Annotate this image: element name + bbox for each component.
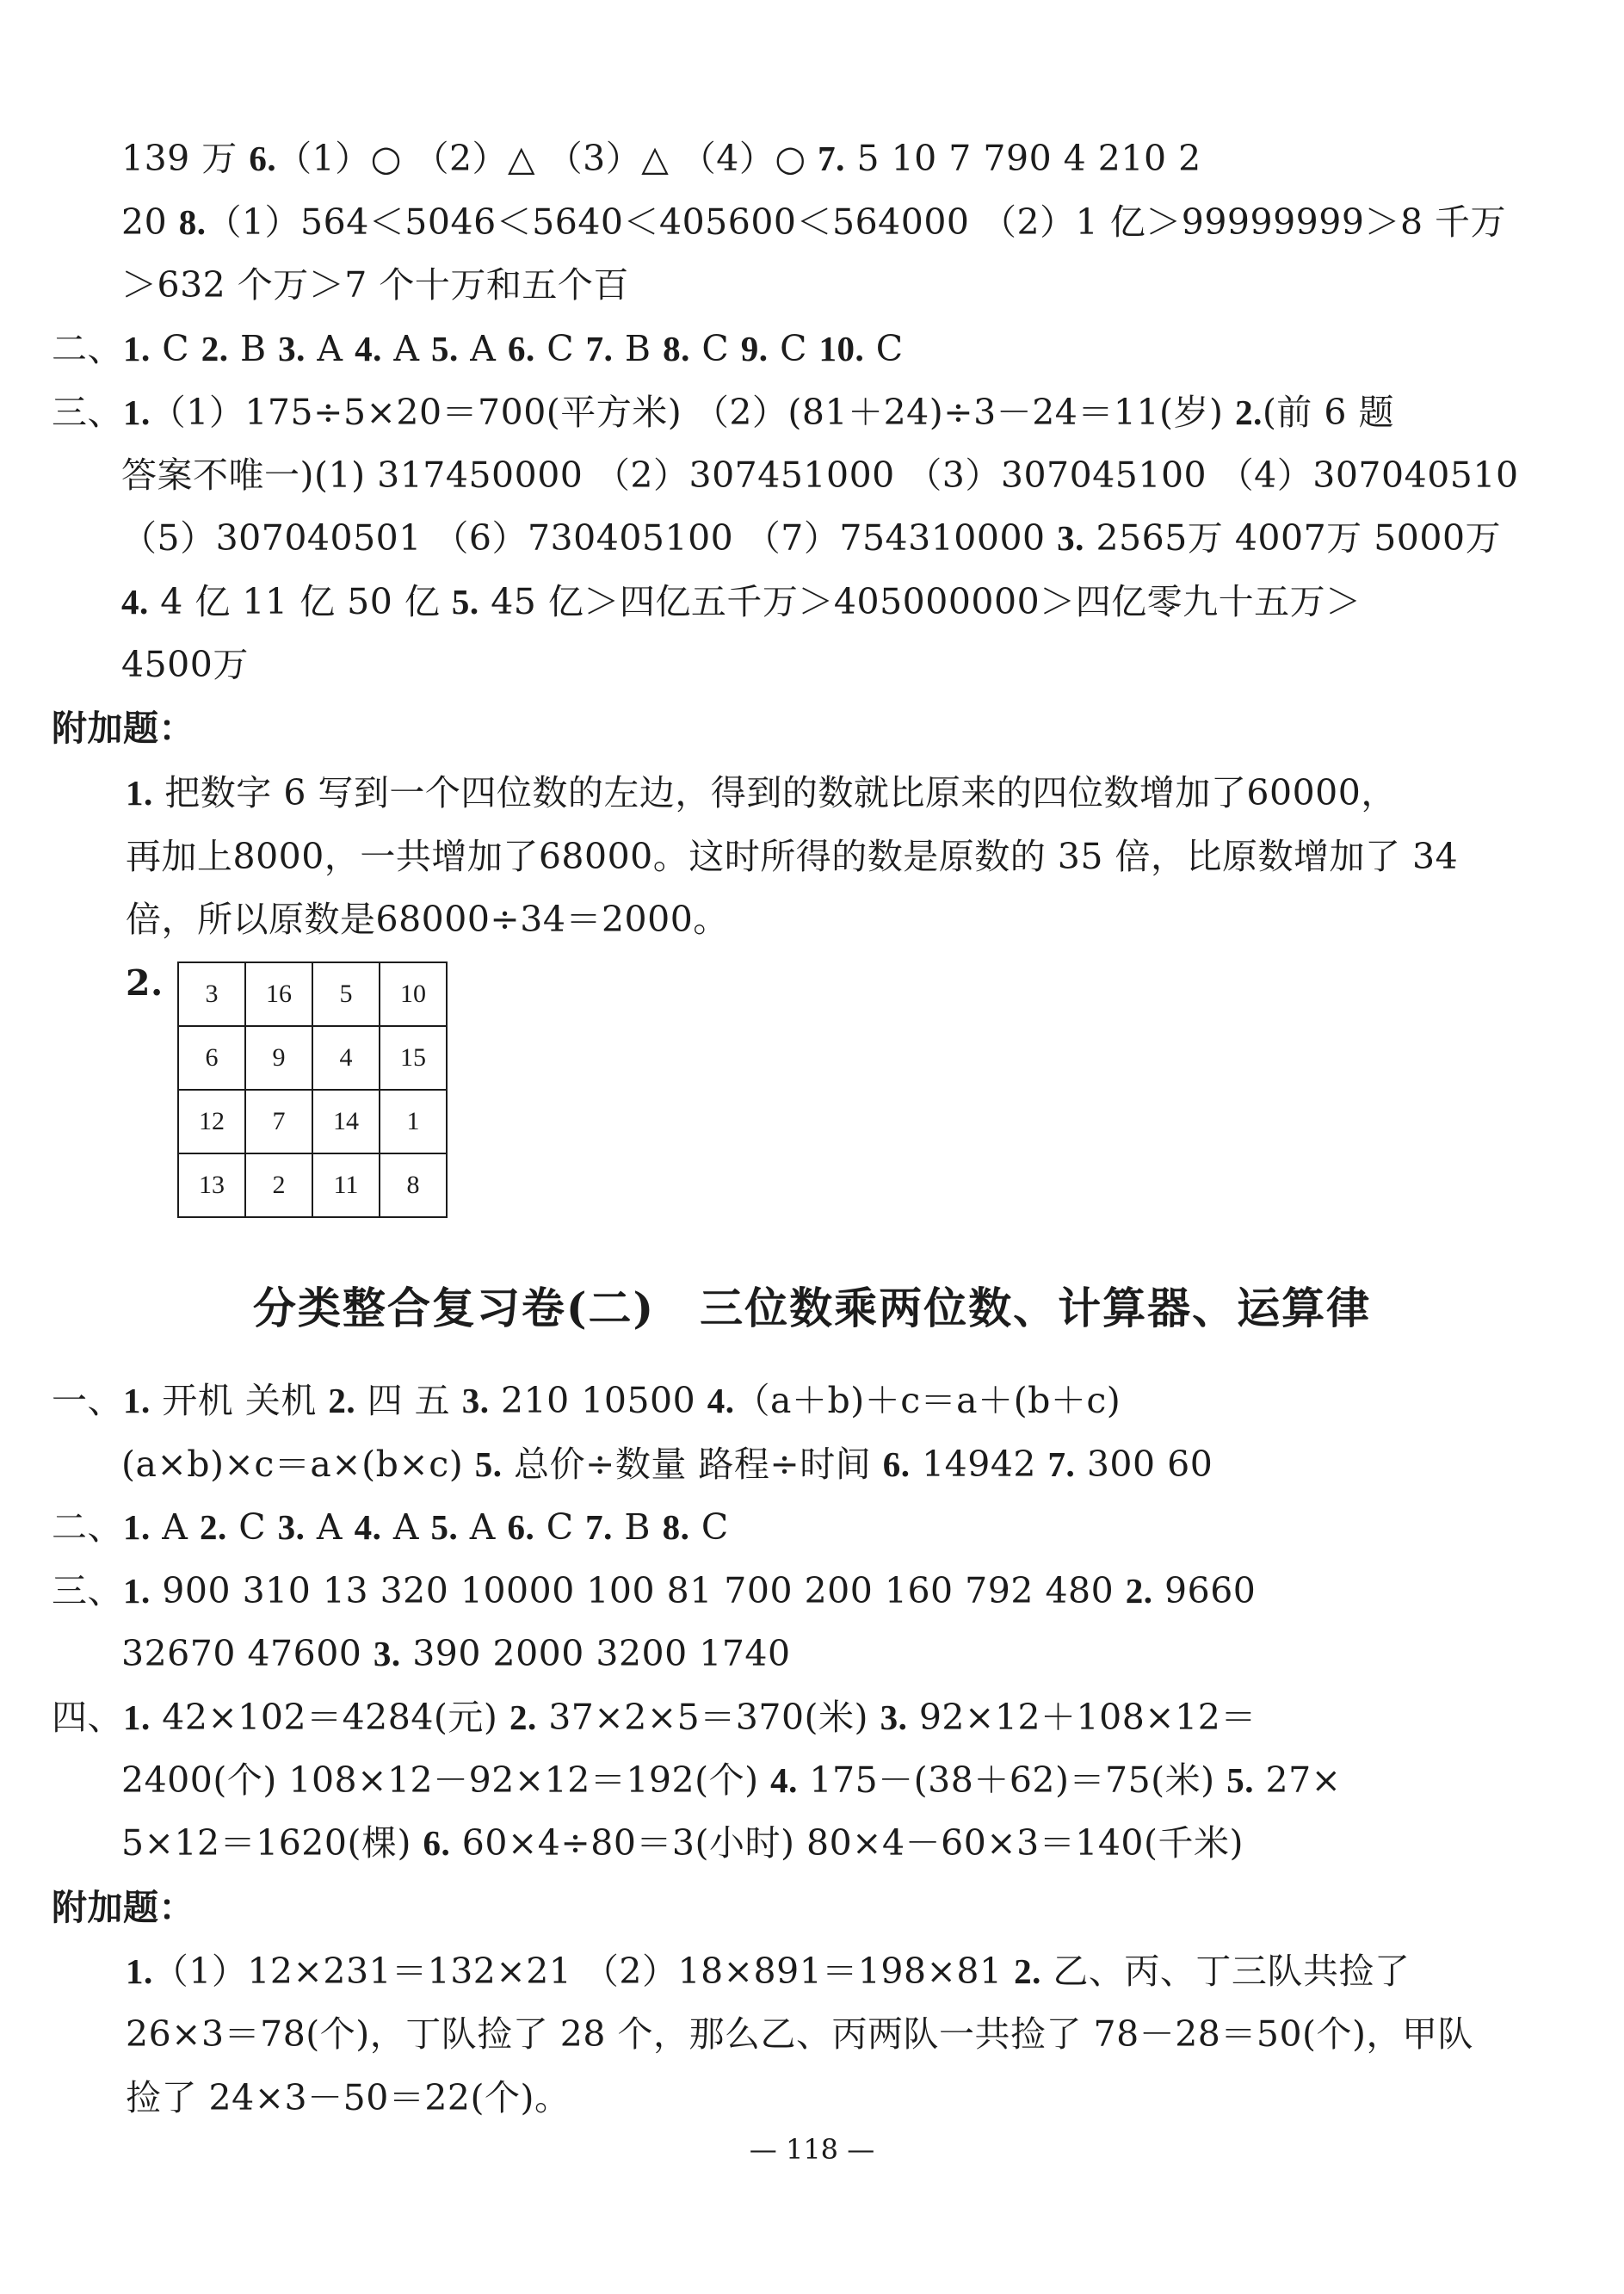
question-number: 1. (126, 1951, 153, 1991)
question-number: 5. (474, 1444, 503, 1484)
question-number: 8. (663, 329, 690, 368)
page-number: — 118 — (749, 2133, 875, 2166)
magic-square-cell: 11 (312, 1153, 380, 1217)
bonus-line: 倍，所以原数是68000÷34＝2000。 (126, 899, 729, 940)
question-number: 6. (423, 1823, 451, 1863)
question-number: 7. (1047, 1444, 1076, 1484)
magic-square-cell: 1 (380, 1090, 447, 1153)
question-number: 8. (178, 202, 207, 242)
question-number: 2. (1014, 1951, 1041, 1991)
question-number: 2. (201, 329, 229, 368)
bonus-line: 1.（1）12×231＝132×21 （2）18×891＝198×81 2. 乙、丙、丁三队共捡了 (126, 1951, 1411, 1992)
question-number: 9. (740, 329, 769, 368)
question-number: 4. (770, 1760, 798, 1800)
bonus-label: 附加题： (52, 1887, 195, 1928)
question-number: 2. (199, 1507, 227, 1547)
answer-line: 四、1. 42×102＝4284(元) 2. 37×2×5＝370(米) 3. 92×12＋108×12＝ (52, 1697, 1257, 1738)
question-number: 6. (507, 1507, 535, 1547)
magic-square-cell: 5 (312, 962, 380, 1026)
question-number: 6. (507, 329, 535, 368)
question-number: 6. (249, 139, 277, 178)
question-number: 5. (1226, 1760, 1254, 1800)
question-number: 3. (277, 1507, 306, 1547)
answer-line: 二、1. C 2. B 3. A 4. A 5. A 6. C 7. B 8. C 9. C 10. C (52, 328, 904, 369)
question-number: 7. (585, 1507, 613, 1547)
answer-line: (a×b)×c＝a×(b×c) 5. 总价÷数量 路程÷时间 6. 14942 7. 300 60 (121, 1444, 1213, 1485)
magic-square-cell: 9 (245, 1026, 312, 1090)
magic-square-cell: 12 (178, 1090, 245, 1153)
answer-line: 三、1.（1）175÷5×20＝700(平方米) （2）(81＋24)÷3－24＝11(岁) 2.(前 6 题 (52, 392, 1394, 433)
question-number: 1. (123, 329, 151, 368)
section-title: 分类整合复习卷(二) 三位数乘两位数、计算器、运算律 (252, 1283, 1372, 1333)
question-number: 3. (1057, 518, 1084, 558)
question-number: 1. (126, 773, 153, 813)
answer-line: 20 8.（1）564＜5046＜5640＜405600＜564000 （2）1 亿＞99999999＞8 千万 (121, 201, 1507, 243)
answer-line: ＞632 个万＞7 个十万和五个百 (121, 264, 629, 306)
question-2-label: 2. (126, 962, 164, 1004)
question-number: 3. (373, 1634, 401, 1673)
question-number: 7. (818, 139, 845, 178)
question-number: 6. (882, 1444, 911, 1484)
question-number: 1. (123, 1571, 151, 1611)
answer-line: 答案不唯一)(1) 317450000 （2）307451000 （3）307045100 （4）307040510 (121, 454, 1519, 496)
question-number: 2. (1235, 393, 1263, 432)
question-number: 3. (278, 329, 306, 368)
answer-line: 139 万 6.（1）○ （2）△ （3）△ （4）○ 7. 5 10 7 790 4 210 2 (121, 138, 1201, 179)
bonus-line: 捡了 24×3－50＝22(个)。 (126, 2077, 571, 2118)
magic-square-cell: 16 (245, 962, 312, 1026)
magic-square-cell: 4 (312, 1026, 380, 1090)
question-number: 7. (585, 329, 614, 368)
magic-square-cell: 8 (380, 1153, 447, 1217)
question-number: 1. (123, 1697, 151, 1737)
answer-line: 5×12＝1620(棵) 6. 60×4÷80＝3(小时) 80×4－60×3＝140(千米) (121, 1822, 1244, 1864)
question-number: 1. (123, 1381, 151, 1420)
question-number: 4. (354, 1507, 382, 1547)
magic-square-cell: 6 (178, 1026, 245, 1090)
answer-line: 4. 4 亿 11 亿 50 亿 5. 45 亿＞四亿五千万＞405000000＞四亿零九十五万＞ (121, 581, 1362, 622)
question-number: 1. (123, 1507, 151, 1547)
answer-line: 二、1. A 2. C 3. A 4. A 5. A 6. C 7. B 8. C (52, 1506, 729, 1548)
magic-square-cell: 3 (178, 962, 245, 1026)
bonus-line: 再加上8000，一共增加了68000。这时所得的数是原数的 35 倍，比原数增加了 34 (126, 836, 1459, 877)
question-number: 3. (880, 1697, 908, 1737)
question-number: 10. (818, 329, 865, 368)
question-number: 4. (355, 329, 382, 368)
question-number: 8. (662, 1507, 690, 1547)
answer-line: 三、1. 900 310 13 320 10000 100 81 700 200 160 792 480 2. 9660 (52, 1570, 1257, 1611)
question-number: 2. (1125, 1571, 1153, 1611)
magic-square-cell: 13 (178, 1153, 245, 1217)
magic-square-cell: 15 (380, 1026, 447, 1090)
magic-square-row (178, 962, 447, 1026)
magic-square-table (177, 962, 448, 1218)
magic-square-cell: 10 (380, 962, 447, 1026)
question-number: 5. (431, 329, 459, 368)
answer-line: 2400(个) 108×12－92×12＝192(个) 4. 175－(38＋62)＝75(米) 5. 27× (121, 1759, 1342, 1801)
bonus-line: 1. 把数字 6 写到一个四位数的左边，得到的数就比原来的四位数增加了60000， (126, 772, 1397, 813)
magic-square-row (178, 1090, 447, 1153)
question-number: 4. (707, 1381, 735, 1420)
question-number: 5. (451, 582, 479, 621)
answer-line: 一、1. 开机 关机 2. 四 五 3. 210 10500 4.（a＋b)＋c＝a＋(b＋c) (52, 1380, 1121, 1421)
magic-square-cell: 14 (312, 1090, 380, 1153)
question-number: 1. (123, 393, 151, 432)
magic-square-row (178, 1153, 447, 1217)
question-number: 2. (328, 1381, 356, 1420)
bonus-label: 附加题： (52, 708, 195, 749)
question-number: 5. (430, 1507, 459, 1547)
answer-line: （5）307040501 （6）730405100 （7）754310000 3. 2565万 4007万 5000万 (121, 517, 1502, 559)
bonus-line: 26×3＝78(个)，丁队捡了 28 个，那么乙、丙两队一共捡了 78－28＝50(个)，甲队 (126, 2013, 1474, 2055)
question-number: 4. (121, 582, 149, 621)
answer-line: 4500万 (121, 644, 249, 685)
magic-square-cell: 2 (245, 1153, 312, 1217)
magic-square-cell: 7 (245, 1090, 312, 1153)
magic-square-row (178, 1026, 447, 1090)
answer-line: 32670 47600 3. 390 2000 3200 1740 (121, 1633, 791, 1674)
question-number: 2. (509, 1697, 537, 1737)
question-number: 3. (461, 1381, 490, 1420)
